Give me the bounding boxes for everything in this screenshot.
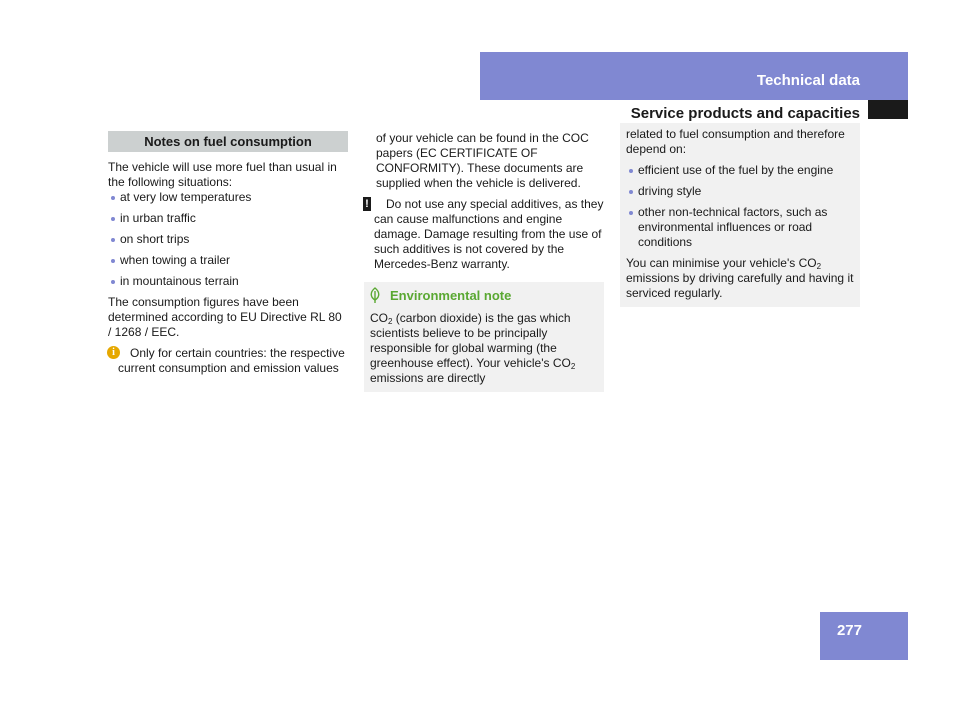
list-item: at very low temperatures <box>108 190 348 205</box>
list-item: driving style <box>626 184 854 199</box>
coc-text: of your vehicle can be found in the COC papers (EC CERTIFICATE OF CONFORMITY). These documents are supplied when the vehicle is delivered. <box>376 131 589 190</box>
page-number-box <box>820 612 908 660</box>
chapter-tab <box>480 52 908 100</box>
page-number: 277 <box>836 622 862 639</box>
section-title: Service products and capacities <box>630 105 860 122</box>
situation-list <box>108 190 348 289</box>
corner-marker <box>868 100 908 119</box>
chapter-title: Technical data <box>756 72 860 89</box>
box-title: Notes on fuel consumption <box>108 131 348 152</box>
warning-note <box>364 197 604 272</box>
environmental-note-continued <box>620 123 860 307</box>
column-3 <box>620 127 860 307</box>
environmental-note <box>364 282 604 392</box>
env-title-text: Environmental note <box>390 288 512 303</box>
column-1 <box>108 131 348 376</box>
intro-text: The vehicle will use more fuel than usual in the following situations: <box>108 160 337 189</box>
list-item: when towing a trailer <box>108 253 348 268</box>
info-icon: i <box>107 346 120 359</box>
info-note <box>108 346 348 376</box>
list-item: efficient use of the fuel by the engine <box>626 163 854 178</box>
closing-text: You can minimise your vehicle's $CO_2$ emissions by driving carefully and having it serviced regularly. <box>626 256 854 300</box>
env-title <box>390 288 598 303</box>
factor-list <box>626 163 854 250</box>
list-item: other non-technical factors, such as environmental influences or road conditions <box>626 205 854 250</box>
env-text: $CO_2$ (carbon dioxide) is the gas which scientists believe to be principally responsible for global warming (the greenhouse effect). Your vehicle's $CO_2$ emissions are directly <box>370 311 576 385</box>
env-continuation: related to fuel consumption and therefore depend on: <box>626 127 845 156</box>
list-item: in urban traffic <box>108 211 348 226</box>
list-item: on short trips <box>108 232 348 247</box>
figures-text: The consumption figures have been determined according to EU Directive RL 80 / 1268 / EEC. <box>108 295 342 339</box>
leaf-icon <box>368 287 382 303</box>
list-item: in mountainous terrain <box>108 274 348 289</box>
warning-text: Do not use any special additives, as they can cause malfunctions and engine damage. Damage resulting from the use of such additives is not covered by the Mercedes-Benz warranty. <box>374 197 604 271</box>
warning-icon: ! <box>363 197 371 211</box>
info-note-text: Only for certain countries: the respective current consumption and emission values <box>118 346 345 375</box>
column-2 <box>364 131 604 392</box>
